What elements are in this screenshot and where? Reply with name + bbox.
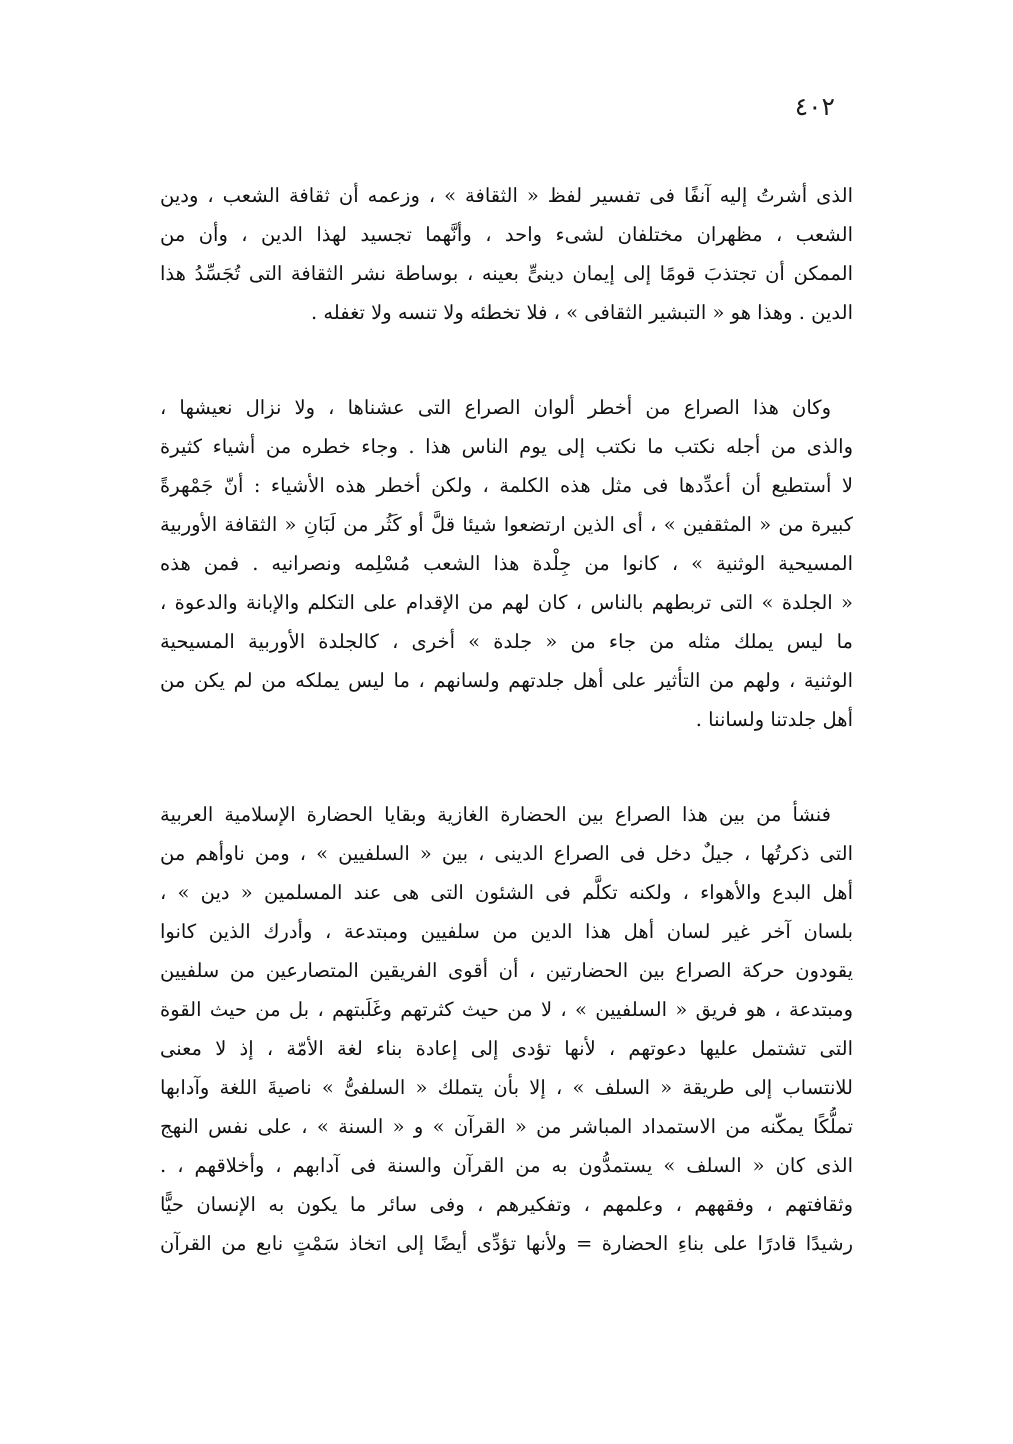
text-line: ما ليس يملك مثله من جاء من « جلدة » أخرى ، كالجلدة الأوربية المسيحية [160,630,853,653]
text-line: تملُّكًا يمكّنه من الاستمداد المباشر من « القرآن » و « السنة » ، على نفس النهج [160,1115,853,1138]
paragraph-2 [160,388,853,739]
text-line: المسيحية الوثنية » ، كانوا من جِلْدة هذا الشعب مُسْلِمه ونصرانيه . فمن هذه [160,552,853,575]
text-line: الوثنية ، ولهم من التأثير على أهل جلدتهم ولسانهم ، ما ليس يملكه من لم يكن من [160,669,853,692]
text-line: الممكن أن تجتذبَ قومًا إلى إيمان دينىٍّ بعينه ، بوساطة نشر الثقافة التى تُجَسِّدُ هذا [160,262,853,285]
text-line: كبيرة من « المثقفين » ، أى الذين ارتضعوا شيئا قلَّ أو كَثُر من لَبَانِ « الثقافة الأوربية [160,513,853,536]
paragraph-1 [160,176,853,332]
text-line: لا أستطيع أن أعدِّدها فى مثل هذه الكلمة ، ولكن أخطر هذه الأشياء : أنّ جَمْهرةً [160,474,853,497]
text-line: يقودون حركة الصراع بين الحضارتين ، أن أقوى الفريقين المتصارعين من سلفيين [160,959,853,982]
text-line: والذى من أجله نكتب ما نكتب إلى يوم الناس هذا . وجاء خطره من أشياء كثيرة [160,435,853,458]
text-line: الدين . وهذا هو « التبشير الثقافى » ، فلا تخطئه ولا تنسه ولا تغفله . [310,301,853,324]
text-line: أهل البدع والأهواء ، ولكنه تكلَّم فى الشئون التى هى عند المسلمين « دين » ، [160,881,853,904]
text-line: وكان هذا الصراع من أخطر ألوان الصراع التى عشناها ، ولا نزال نعيشها ، [160,396,831,419]
text-line: التى ذكرتُها ، جيلٌ دخل فى الصراع الدينى ، بين « السلفيين » ، ومن ناوأهم من [160,842,853,865]
text-line: بلسان آخر غير لسان أهل هذا الدين من سلفيين ومبتدعة ، وأدرك الذين كانوا [160,920,853,943]
text-line: فنشأ من بين هذا الصراع بين الحضارة الغازية وبقايا الحضارة الإسلامية العربية [160,803,831,826]
text-line: « الجلدة » التى تربطهم بالناس ، كان لهم من الإقدام على التكلم والإبانة والدعوة ، [160,591,853,614]
text-line: الشعب ، مظهران مختلفان لشىء واحد ، وأنَّهما تجسيد لهذا الدين ، وأن من [160,223,853,246]
text-line: التى تشتمل عليها دعوتهم ، لأنها تؤدى إلى إعادة بناء لغة الأمّة ، إذ لا معنى [160,1037,853,1060]
paragraph-3 [160,795,853,1263]
text-line: ومبتدعة ، هو فريق « السلفيين » ، لا من حيث كثرتهم وغَلَبتهم ، بل من حيث القوة [160,998,853,1021]
text-line: رشيدًا قادرًا على بناءِ الحضارة = ولأنها تؤدِّى أيضًا إلى اتخاذ سَمْتٍ نابع من القرآن [160,1232,853,1255]
text-line: الذى كان « السلف » يستمدُّون به من القرآن والسنة فى آدابهم ، وأخلاقهم ، . [160,1154,853,1177]
page-number: ٤٠٢ [794,92,835,121]
text-line: وثقافتهم ، وفقههم ، وعلمهم ، وتفكيرهم ، وفى سائر ما يكون به الإنسان حيًّا [160,1193,853,1216]
text-line: الذى أشرتُ إليه آنفًا فى تفسير لفظ « الثقافة » ، وزعمه أن ثقافة الشعب ، ودين [160,184,853,207]
text-line: للانتساب إلى طريقة « السلف » ، إلا بأن يتملك « السلفىُّ » ناصيةَ اللغة وآدابها [160,1076,853,1099]
text-line: أهل جلدتنا ولساننا . [695,708,853,731]
